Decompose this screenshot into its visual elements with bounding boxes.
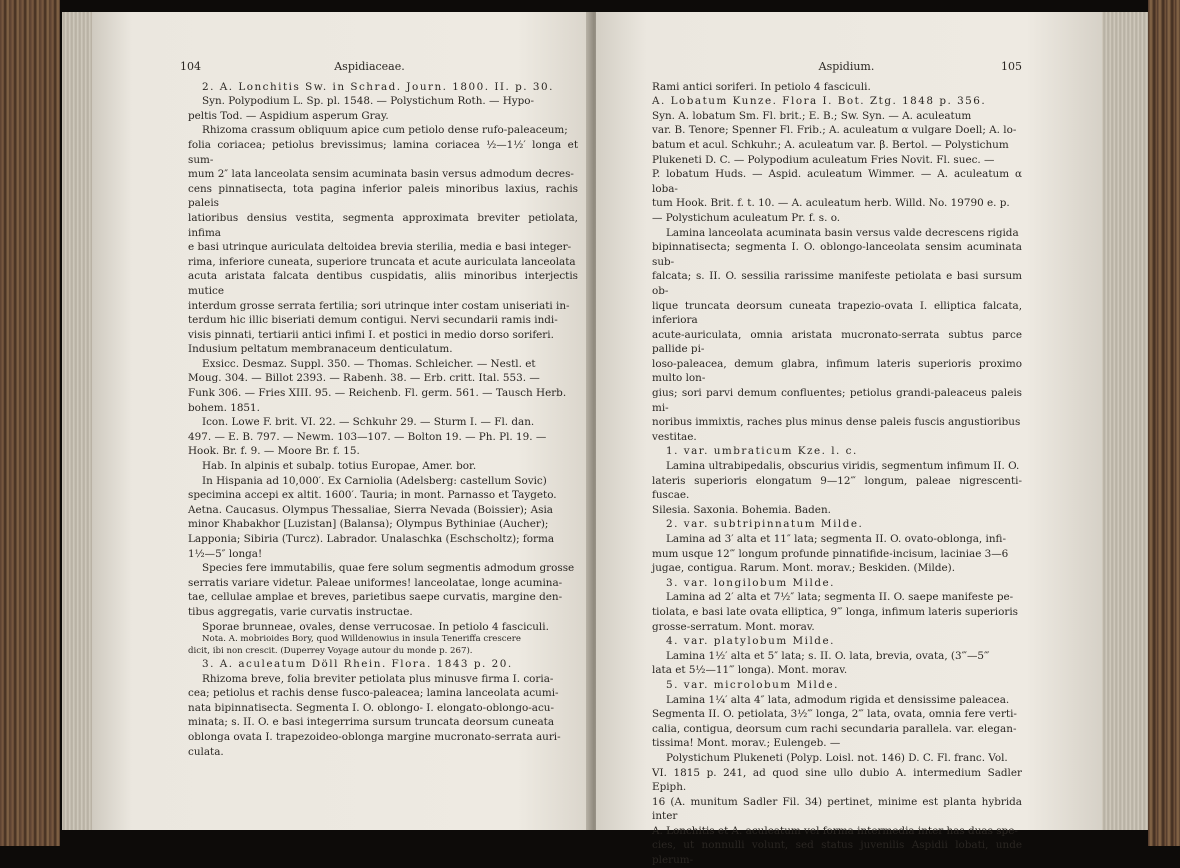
text-line: 16 (A. munitum Sadler Fil. 34) pertinet, minime est planta hybrida inter [652, 795, 1022, 823]
note-line: Nota. A. mobrioides Bory, quod Willdenowius in insula Teneriffa crescere [202, 634, 521, 645]
text-line: Funk 306. — Fries XIII. 95. — Reichenb. Fl. germ. 561. — Tausch Herb. [188, 387, 567, 400]
text-line: rima, inferiore cuneata, superiore truncata et acute auriculata lanceolata [188, 255, 576, 268]
text-line: Lamina lanceolata acuminata basin versus valde decrescens rigida [666, 226, 1019, 239]
right-page [596, 12, 1102, 867]
text-line: Rhizoma breve, folia breviter petiolata plus minusve firma I. coria- [202, 672, 554, 685]
note-line: dicit, ibi non crescit. (Duperrey Voyage autour du monde p. 267). [188, 645, 473, 656]
text-line: Species fere immutabilis, quae fere solum segmentis admodum grosse [202, 562, 575, 575]
text-line: Aetna. Caucasus. Olympus Thessaliae, Sierra Nevada (Boissier); Asia [188, 503, 553, 516]
text-line: batum et acul. Schkuhr.; A. aculeatum var. β. Bertol. — Polystichum [652, 138, 1009, 151]
text-line: minata; s. II. O. e basi integerrima sursum truncata deorsum cuneata [188, 716, 555, 729]
right-page-number: 105 [1000, 60, 1022, 73]
right-page-stack [1102, 12, 1148, 830]
left-page-text [188, 80, 578, 760]
variety-heading: 2. var. subtripinnatum Milde. [666, 518, 864, 531]
text-line: vestitae. [652, 430, 697, 443]
text-line: 497. — E. B. 797. — Newm. 103—107. — Bolton 19. — Ph. Pl. 19. — [188, 430, 547, 443]
text-line: Lamina ad 3′ alta et 11″ lata; segmenta II. O. ovato-oblonga, infi- [666, 533, 1006, 545]
text-line: visis pinnati, tertiarii antici infimi I. et postici in medio dorso soriferi. [188, 328, 554, 341]
text-line: bipinnatisecta; segmenta I. O. oblongo-lanceolata sensim acuminata sub- [652, 241, 1022, 268]
text-line: Lamina 1¼′ alta 4″ lata, admodum rigida et densissime paleacea. [666, 693, 1010, 706]
text-line: falcata; s. II. O. sessilia rarissime manifeste petiolata e basi sursum ob- [652, 270, 1022, 297]
text-line: tibus aggregatis, varie curvatis instructae. [188, 605, 413, 618]
text-line: culata. [188, 745, 224, 758]
text-line: oblonga ovata I. trapezoideo-oblonga margine mucronato-serrata auri- [188, 730, 561, 743]
species-heading: 2. A. Lonchitis Sw. in Schrad. Journ. 1800. II. p. 30. [202, 80, 554, 93]
text-line: folia coriacea; petiolus brevissimus; lamina coriacea ½—1½′ longa et sum- [188, 138, 578, 166]
text-line: VI. 1815 p. 241, ad quod sine ullo dubio A. intermedium Sadler Epiph. [652, 766, 1022, 794]
text-line: Lamina ad 2′ alta et 7½″ lata; segmenta II. O. saepe manifeste pe- [666, 591, 1014, 604]
variety-heading: 4. var. platylobum Milde. [666, 635, 835, 648]
text-line: noribus immixtis, raches plus minus dense paleis fuscis angustioribus [652, 416, 1021, 429]
text-line: Polystichum Plukeneti (Polyp. Loisl. not. 146) D. C. Fl. franc. Vol. [666, 751, 1008, 764]
text-line: cens pinnatisecta, tota pagina inferior paleis minoribus laxius, rachis paleis [188, 182, 578, 210]
text-line: cea; petiolus et rachis dense fusco-paleacea; lamina lanceolata acumi- [188, 687, 559, 700]
text-line: jugae, contigua. Rarum. Mont. morav.; Beskiden. (Milde). [652, 562, 956, 575]
text-line: grosse-serratum. Mont. morav. [652, 620, 815, 633]
text-line: A. Lonchitis et A. aculeatum vel forma intermedia inter has duas spe- [652, 824, 1018, 837]
text-line: Lamina 1½′ alta et 5″ lata; s. II. O. lata, brevia, ovata, (3‴—5‴ [666, 649, 990, 662]
variety-heading: 5. var. microlobum Milde. [666, 678, 839, 691]
text-line: terdum hic illic biseriati demum contigui. Nervi secundarii ramis indi- [188, 314, 558, 327]
right-page-header [652, 60, 1022, 75]
text-line: In Hispania ad 10,000′. Ex Carniolia (Adelsberg: castellum Sovic) [202, 474, 547, 487]
text-line: mum 2″ lata lanceolata sensim acuminata basin versus admodum decres- [188, 168, 574, 181]
text-line: tum Hook. Brit. f. t. 10. — A. aculeatum herb. Willd. No. 19790 e. p. [652, 197, 1010, 210]
text-line: acuta aristata falcata dentibus cuspidatis, aliis minoribus interjectis mutice [188, 270, 578, 297]
text-line: Moug. 304. — Billot 2393. — Rabenh. 38. — Erb. critt. Ital. 553. — [188, 372, 540, 385]
text-line: Rhizoma crassum obliquum apice cum petiolo dense rufo-paleaceum; [202, 124, 568, 137]
right-page-text [652, 80, 1022, 868]
text-line: latioribus densius vestita, segmenta approximata breviter petiolata, infima [188, 211, 578, 239]
text-line: Syn. Polypodium L. Sp. pl. 1548. — Polystichum Roth. — Hypo- [202, 95, 535, 108]
text-line: Lapponia; Sibiria (Turcz). Labrador. Unalaschka (Eschscholtz); forma [188, 533, 555, 545]
text-line: peltis Tod. — Aspidium asperum Gray. [188, 109, 389, 122]
text-line: var. B. Tenore; Spenner Fl. Frib.; A. aculeatum α vulgare Doell; A. lo- [652, 124, 1017, 137]
left-running-head: Aspidiaceae. [334, 60, 405, 73]
text-line: — Polystichum aculeatum Pr. f. s. o. [652, 211, 841, 224]
text-line: 1½—5″ longa! [188, 547, 263, 560]
left-page-stack [62, 12, 92, 830]
variety-heading: 1. var. umbraticum Kze. l. c. [666, 445, 858, 458]
text-line: tiolata, e basi late ovata elliptica, 9‴ longa, infimum lateris superioris [652, 605, 1018, 618]
text-line: minor Khabakhor [Luzistan] (Balansa); Olympus Bythiniae (Aucher); [188, 518, 549, 531]
text-line: Lamina ultrabipedalis, obscurius viridis, segmentum infimum II. O. [666, 460, 1020, 473]
text-line: nata bipinnatisecta. Segmenta I. O. oblongo- I. elongato-oblongo-acu- [188, 701, 555, 714]
text-line: interdum grosse serrata fertilia; sori utrinque inter costam uniseriati in- [188, 299, 570, 312]
species-heading: A. Lobatum Kunze. Flora I. Bot. Ztg. 1848 p. 356. [652, 95, 987, 108]
variety-heading: 3. var. longilobum Milde. [666, 576, 835, 589]
text-line: serratis variare videtur. Paleae uniformes! lanceolatae, longe acumina- [188, 576, 563, 589]
text-line: gius; sori parvi demum confluentes; petiolus grandi-paleaceus paleis mi- [652, 387, 1022, 414]
text-line: Indusium peltatum membranaceum denticulatum. [188, 343, 453, 356]
species-heading: 3. A. aculeatum Döll Rhein. Flora. 1843 p. 20. [202, 657, 513, 670]
left-page [92, 12, 592, 830]
text-line: loso-paleacea, demum glabra, infimum lateris superioris proximo multo lon- [652, 357, 1022, 385]
text-line: bohem. 1851. [188, 401, 260, 414]
text-line: Sporae brunneae, ovales, dense verrucosae. In petiolo 4 fasciculi. [202, 620, 549, 633]
text-line: tissima! Mont. morav.; Eulengeb. — [652, 737, 841, 750]
text-line: specimina accepi ex altit. 1600′. Tauria; in mont. Parnasso et Taygeto. [188, 489, 557, 502]
text-line: mum usque 12‴ longum profunde pinnatifide-incisum, laciniae 3—6 [652, 547, 1009, 560]
right-cover-edge [1148, 0, 1180, 846]
left-cover-edge [0, 0, 60, 846]
text-line: calia, contigua, deorsum cum rachi secundaria parallela. var. elegan- [652, 722, 1017, 735]
left-page-header [180, 60, 578, 75]
text-line: Exsicc. Desmaz. Suppl. 350. — Thomas. Schleicher. — Nestl. et [202, 357, 536, 370]
text-line: e basi utrinque auriculata deltoidea brevia sterilia, media e basi integer- [188, 241, 572, 254]
text-line: Icon. Lowe F. brit. VI. 22. — Schkuhr 29. — Sturm I. — Fl. dan. [202, 416, 535, 429]
text-line: cies, ut nonnulli volunt, sed status juvenilis Aspidii lobati, unde plerum- [652, 839, 1022, 867]
text-line: Rami antici soriferi. In petiolo 4 fasciculi. [652, 80, 871, 93]
text-line: Plukeneti D. C. — Polypodium aculeatum Fries Novit. Fl. suec. — [652, 153, 995, 166]
text-line: Hook. Br. f. 9. — Moore Br. f. 15. [188, 445, 360, 458]
text-line: lata et 5½—11‴ longa). Mont. morav. [652, 664, 848, 677]
text-line: acute-auriculata, omnia aristata mucronato-serrata subtus parce pallide pi- [652, 328, 1022, 356]
right-running-head: Aspidium. [818, 60, 875, 73]
text-line: Silesia. Saxonia. Bohemia. Baden. [652, 503, 831, 516]
text-line: P. lobatum Huds. — Aspid. aculeatum Wimmer. — A. aculeatum α loba- [652, 168, 1022, 195]
text-line: Hab. In alpinis et subalp. totius Europae, Amer. bor. [202, 460, 477, 473]
text-line: lique truncata deorsum cuneata trapezio-ovata I. elliptica falcata, inferiora [652, 299, 1022, 327]
text-line: Segmenta II. O. petiolata, 3½‴ longa, 2‴ lata, ovata, omnia fere verti- [652, 708, 1017, 721]
text-line: Syn. A. lobatum Sm. Fl. brit.; E. B.; Sw. Syn. — A. aculeatum [652, 109, 972, 122]
text-line: tae, cellulae amplae et breves, parietibus saepe curvatis, margine den- [188, 591, 563, 604]
left-page-number: 104 [180, 60, 201, 73]
text-line: lateris superioris elongatum 9—12‴ longum, paleae nigrescenti-fuscae. [652, 474, 1022, 502]
